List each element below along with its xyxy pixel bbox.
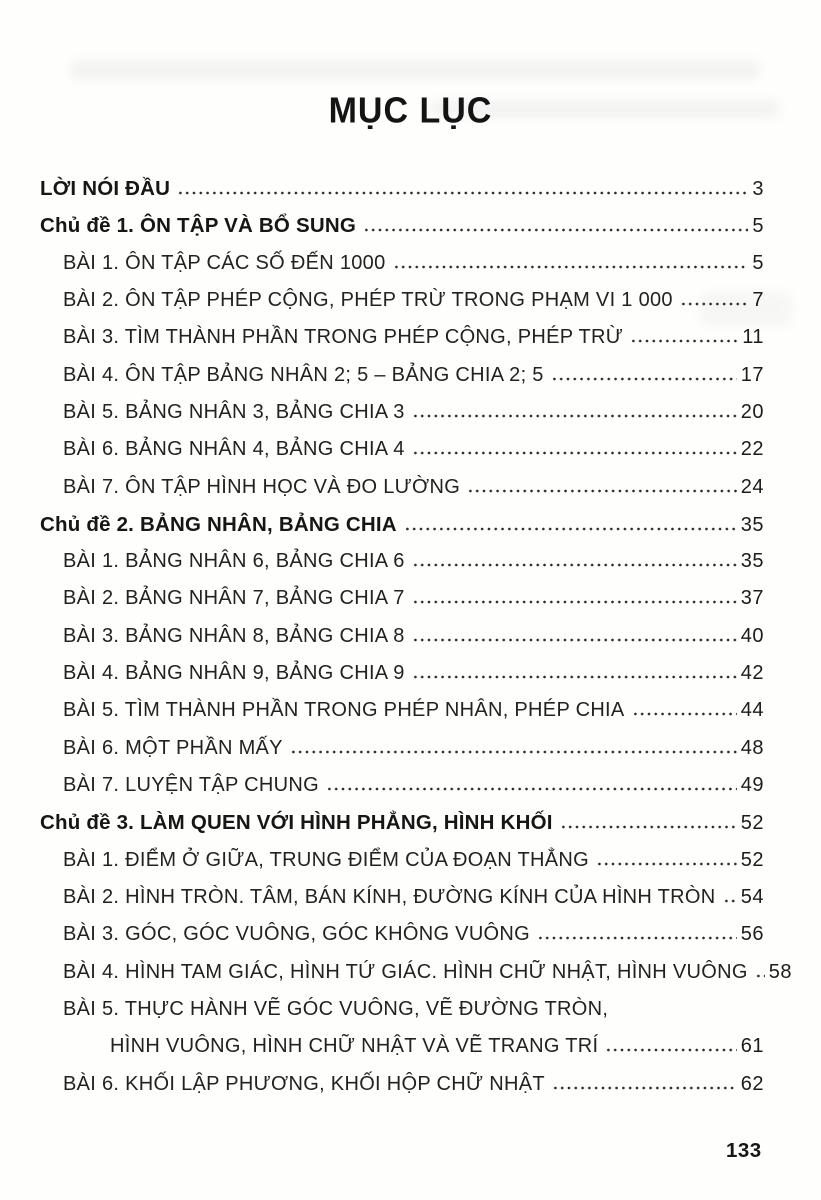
showthrough-smudge	[70, 60, 760, 80]
dot-leader	[560, 825, 737, 829]
dot-leader	[412, 563, 737, 567]
toc-row	[40, 730, 764, 767]
toc-row	[40, 804, 764, 841]
toc-entry-label: BÀI 3. TÌM THÀNH PHẦN TRONG PHÉP CỘNG, PHÉP TRỪ	[63, 326, 624, 349]
toc-row	[40, 207, 764, 244]
toc-row	[40, 1066, 764, 1103]
toc-entry-page: 17	[740, 363, 764, 386]
toc-row	[40, 954, 792, 991]
dot-leader	[605, 1048, 736, 1052]
toc-entry-label: BÀI 3. BẢNG NHÂN 8, BẢNG CHIA 8	[63, 624, 405, 647]
toc-entry-label: BÀI 1. ĐIỂM Ở GIỮA, TRUNG ĐIỂM CỦA ĐOẠN THẲNG	[63, 848, 589, 871]
dot-leader	[630, 339, 738, 343]
toc-entry-label: BÀI 5. THỰC HÀNH VẼ GÓC VUÔNG, VẼ ĐƯỜNG TRÒN,	[63, 997, 609, 1020]
toc-entry-label: BÀI 1. ÔN TẬP CÁC SỐ ĐẾN 1000	[63, 251, 386, 274]
toc-entry-label: Chủ đề 1. ÔN TẬP VÀ BỔ SUNG	[40, 214, 356, 238]
toc-entry-page: 40	[740, 624, 764, 647]
toc-row	[40, 916, 764, 953]
dot-leader	[537, 936, 737, 940]
toc-entry-label: BÀI 4. ÔN TẬP BẢNG NHÂN 2; 5 – BẢNG CHIA 2; 5	[63, 363, 544, 386]
toc-entry-page: 3	[752, 178, 764, 200]
page-title: MỤC LỤC	[328, 91, 493, 131]
toc-row	[40, 543, 764, 580]
dot-leader	[412, 675, 737, 679]
toc-entry-page: 20	[740, 400, 764, 423]
toc-entry-page: 49	[740, 774, 764, 796]
toc-entry-label: Chủ đề 2. BẢNG NHÂN, BẢNG CHIA	[40, 512, 397, 536]
toc-row	[40, 245, 764, 282]
toc-row	[40, 469, 764, 506]
dot-leader	[393, 265, 749, 269]
toc-entry-label: BÀI 6. BẢNG NHÂN 4, BẢNG CHIA 4	[63, 438, 405, 461]
toc-entry-page: 37	[740, 587, 764, 610]
dot-leader	[552, 1086, 737, 1090]
toc-row	[40, 431, 764, 468]
dot-leader	[290, 750, 737, 754]
toc-entry-label: BÀI 2. HÌNH TRÒN. TÂM, BÁN KÍNH, ĐƯỜNG KÍNH CỦA HÌNH TRÒN	[63, 885, 716, 908]
folio-page-number: 133	[726, 1139, 762, 1162]
toc-entry-label: BÀI 4. BẢNG NHÂN 9, BẢNG CHIA 9	[63, 662, 405, 685]
toc-entry-label: Chủ đề 3. LÀM QUEN VỚI HÌNH PHẲNG, HÌNH KHỐI	[40, 811, 553, 835]
toc-row	[40, 357, 764, 394]
toc-entry-page: 54	[740, 885, 764, 908]
toc-row	[40, 842, 764, 879]
toc-entry-label: BÀI 5. BẢNG NHÂN 3, BẢNG CHIA 3	[63, 400, 405, 423]
toc-entry-page: 62	[740, 1072, 764, 1095]
dot-leader	[755, 974, 765, 978]
toc-entry-page: 22	[740, 438, 764, 461]
toc-entry-page: 48	[740, 736, 764, 759]
toc-entry-label: BÀI 1. BẢNG NHÂN 6, BẢNG CHIA 6	[63, 550, 405, 573]
toc-entry-label: BÀI 2. ÔN TẬP PHÉP CỘNG, PHÉP TRỪ TRONG PHẠM VI 1 000	[63, 288, 673, 311]
toc-entry-page: 61	[740, 1035, 764, 1058]
dot-leader	[363, 228, 748, 232]
toc-entry-label: BÀI 4. HÌNH TAM GIÁC, HÌNH TỨ GIÁC. HÌNH CHỮ NHẬT, HÌNH VUÔNG	[63, 960, 748, 983]
toc-row	[40, 767, 764, 804]
toc-entry-label: BÀI 2. BẢNG NHÂN 7, BẢNG CHIA 7	[63, 587, 405, 610]
dot-leader	[596, 862, 737, 866]
dot-leader	[412, 451, 737, 455]
toc-entry-label: BÀI 7. ÔN TẬP HÌNH HỌC VÀ ĐO LƯỜNG	[63, 475, 461, 498]
toc-entry-page: 52	[740, 848, 764, 871]
toc-row	[40, 319, 764, 356]
toc-entry-label: BÀI 5. TÌM THÀNH PHẦN TRONG PHÉP NHÂN, PHÉP CHIA	[63, 699, 625, 722]
toc-entry-label: BÀI 6. KHỐI LẬP PHƯƠNG, KHỐI HỘP CHỮ NHẬT	[63, 1072, 545, 1095]
toc-entry-label: BÀI 6. MỘT PHẦN MẤY	[63, 736, 283, 759]
dot-leader	[177, 191, 748, 195]
toc-entry-page: 56	[740, 923, 764, 946]
toc-row	[40, 991, 764, 1028]
toc-entry-page: 42	[740, 662, 764, 685]
toc-entry-page: 24	[740, 475, 764, 498]
toc-entry-page: 5	[752, 215, 764, 238]
toc-entry-label: LỜI NÓI ĐẦU	[40, 177, 171, 200]
toc-row	[40, 170, 764, 207]
toc-entry-page: 7	[752, 288, 764, 311]
toc-row	[40, 692, 764, 729]
toc-row	[40, 879, 764, 916]
toc-entry-page: 5	[752, 251, 764, 274]
dot-leader	[551, 377, 737, 381]
dot-leader	[467, 489, 737, 493]
dot-leader	[723, 899, 737, 903]
toc-entry-page: 35	[740, 513, 764, 536]
toc-row	[40, 282, 764, 319]
toc-entry-label: BÀI 7. LUYỆN TẬP CHUNG	[63, 774, 319, 796]
dot-leader	[632, 712, 737, 716]
toc-entry-page: 44	[740, 699, 764, 722]
toc-row	[40, 506, 764, 543]
toc-entry-page: 58	[768, 960, 792, 983]
dot-leader	[680, 302, 749, 306]
toc-row	[40, 1028, 764, 1065]
toc-entry-label: BÀI 3. GÓC, GÓC VUÔNG, GÓC KHÔNG VUÔNG	[63, 923, 531, 946]
toc-entry-page: 35	[740, 550, 764, 573]
dot-leader	[412, 600, 737, 604]
toc-entry-page: 52	[740, 812, 764, 835]
dot-leader	[404, 527, 737, 531]
table-of-contents	[40, 170, 792, 1103]
toc-row	[40, 580, 764, 617]
toc-row	[40, 655, 764, 692]
dot-leader	[412, 638, 737, 642]
toc-entry-label: HÌNH VUÔNG, HÌNH CHỮ NHẬT VÀ VẼ TRANG TRÍ	[110, 1035, 599, 1058]
dot-leader	[412, 414, 737, 418]
toc-entry-page: 11	[742, 326, 764, 349]
toc-row	[40, 394, 764, 431]
toc-row	[40, 618, 764, 655]
dot-leader	[326, 787, 737, 791]
